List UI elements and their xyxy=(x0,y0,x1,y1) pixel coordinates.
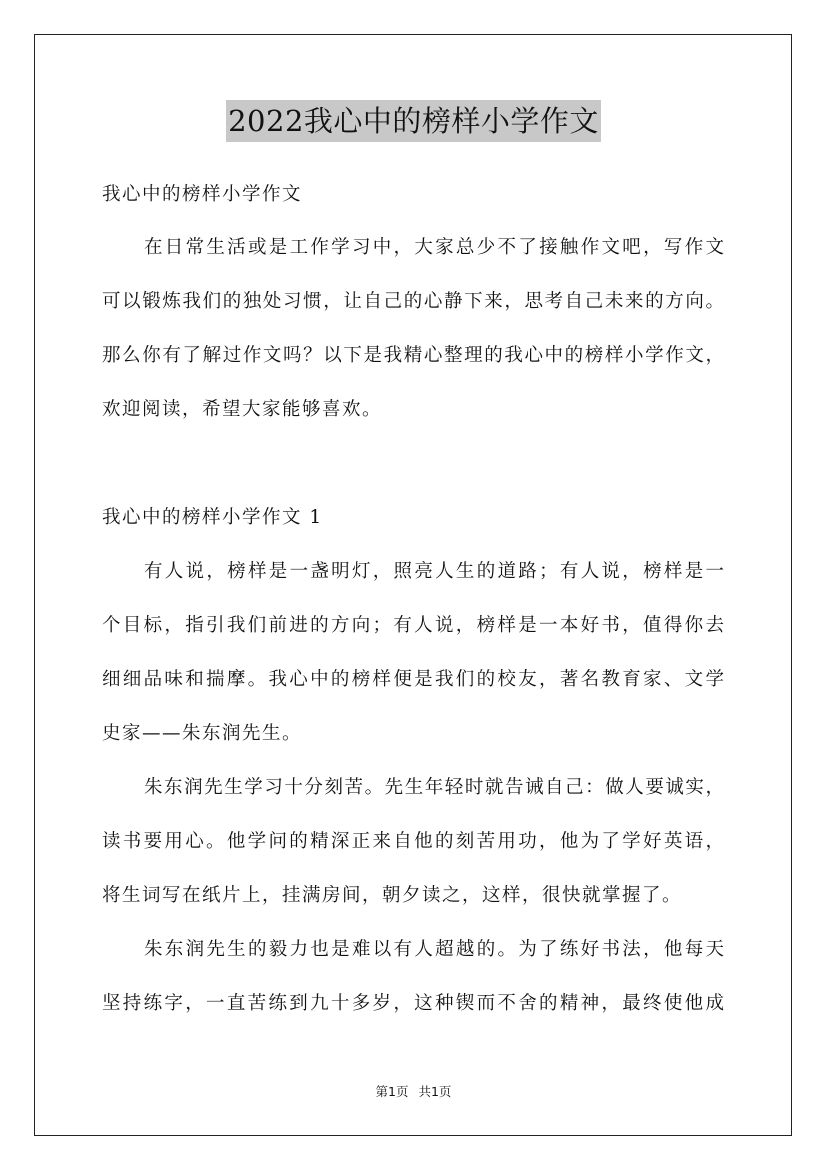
intro-line-2: 可以锻炼我们的独处习惯，让自己的心静下来，思考自己未来的方向。 xyxy=(102,291,724,312)
para2-line-1: 朱东润先生学习十分刻苦。先生年轻时就告诫自己：做人要诚实， xyxy=(144,777,724,798)
para1-line-1: 有人说，榜样是一盏明灯，照亮人生的道路；有人说，榜样是一 xyxy=(144,561,724,582)
para1-line-4: 史家——朱东润先生。 xyxy=(102,723,303,744)
para3-line-2: 坚持练字，一直苦练到九十多岁，这种锲而不舍的精神，最终使他成 xyxy=(102,993,724,1014)
para2-line-2: 读书要用心。他学问的精深正来自他的刻苦用功，他为了学好英语， xyxy=(102,831,724,852)
document-subtitle: 我心中的榜样小学作文 xyxy=(102,184,303,205)
para1-line-2: 个目标，指引我们前进的方向；有人说，榜样是一本好书，值得你去 xyxy=(102,615,724,636)
page-total: 共1页 xyxy=(418,1084,452,1099)
document-title: 2022我心中的榜样小学作文 xyxy=(226,100,601,142)
title-container xyxy=(0,100,827,142)
intro-line-4: 欢迎阅读，希望大家能够喜欢。 xyxy=(102,399,383,420)
para3-line-1: 朱东润先生的毅力也是难以有人超越的。为了练好书法，他每天 xyxy=(144,939,724,960)
para2-line-3: 将生词写在纸片上，挂满房间，朝夕读之，这样，很快就掌握了。 xyxy=(102,885,683,906)
page-number: 第1页 xyxy=(375,1084,409,1099)
intro-line-3: 那么你有了解过作文吗？以下是我精心整理的我心中的榜样小学作文， xyxy=(102,345,724,366)
para1-line-3: 细细品味和揣摩。我心中的榜样便是我们的校友，著名教育家、文学 xyxy=(102,669,724,690)
section-heading: 我心中的榜样小学作文 1 xyxy=(102,507,323,528)
intro-line-1: 在日常生活或是工作学习中，大家总少不了接触作文吧，写作文 xyxy=(144,237,724,258)
page-footer xyxy=(0,1084,827,1100)
